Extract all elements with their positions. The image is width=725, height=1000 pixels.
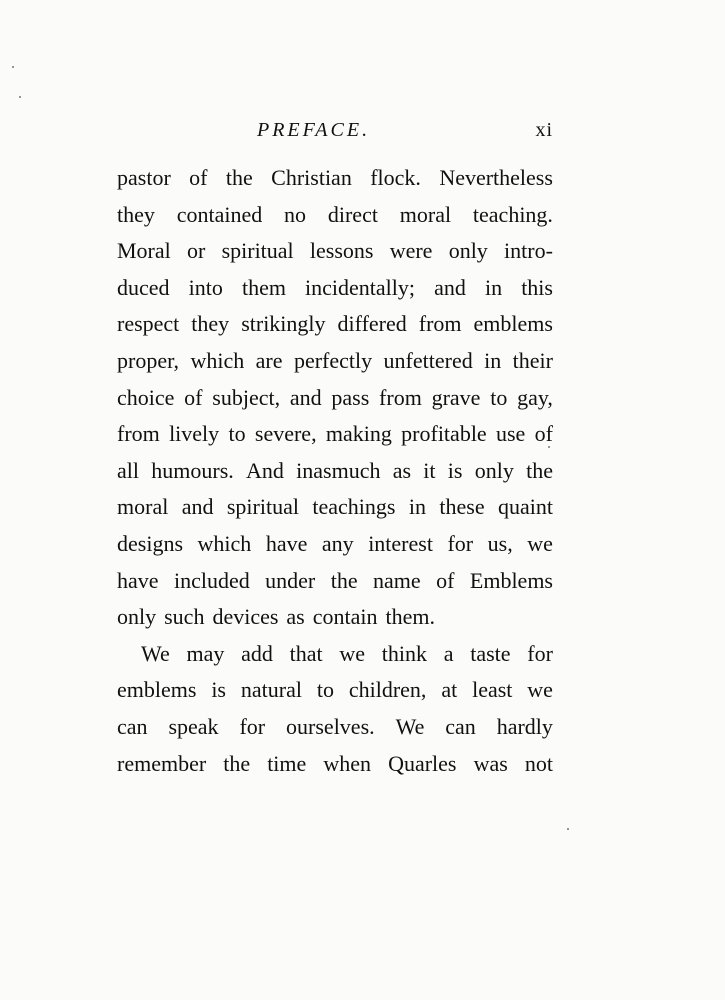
word: under (265, 567, 316, 593)
word: for (447, 530, 474, 556)
word: and (289, 384, 322, 410)
word: children, (348, 677, 427, 703)
word: any (321, 530, 354, 556)
word: hardly (496, 713, 553, 739)
page-number: xi (535, 119, 553, 141)
word: making (325, 421, 392, 447)
word: time (267, 750, 307, 776)
word: only (474, 457, 514, 483)
word: and (434, 274, 466, 300)
text-line (117, 599, 553, 636)
word: and (181, 494, 214, 520)
word: teaching. (472, 201, 553, 227)
word: of (184, 384, 203, 410)
text-line (117, 343, 553, 380)
word: differed (337, 311, 407, 337)
word: of (189, 165, 208, 190)
word: they (117, 201, 155, 227)
word: to (316, 677, 334, 703)
word: can (117, 713, 148, 739)
text-line (117, 563, 553, 600)
word: incidentally; (305, 274, 416, 300)
paper-speck (548, 446, 550, 448)
word: teachings (312, 494, 396, 520)
text-line (117, 197, 553, 234)
word: choice (117, 384, 175, 410)
word: use (496, 421, 526, 447)
text-line (117, 233, 553, 270)
word: the (526, 457, 553, 483)
running-title: PREFACE. (257, 119, 371, 141)
word: may (186, 640, 225, 666)
word: gay, (517, 384, 553, 410)
word: add (241, 640, 273, 666)
word: respect (117, 311, 180, 337)
word: severe, (254, 421, 317, 447)
word: they (191, 311, 230, 337)
word: spiritual (221, 238, 294, 264)
word: natural (240, 677, 302, 703)
word: from (117, 421, 160, 447)
word: moral (117, 494, 169, 520)
word: at (441, 677, 458, 703)
word: we (527, 677, 553, 703)
word: moral (399, 201, 452, 227)
word: think (381, 640, 427, 666)
word: which (197, 530, 252, 556)
word: We (141, 640, 170, 666)
word: included (173, 567, 250, 593)
text-line (117, 489, 553, 526)
word: are (255, 347, 283, 373)
word: duced (117, 274, 170, 300)
word: speak (168, 713, 219, 739)
word: them (241, 274, 286, 300)
word: proper, (117, 347, 180, 373)
word: devices (212, 604, 279, 630)
word: humours. (151, 457, 234, 483)
word: in (484, 274, 503, 300)
word: Quarles (388, 750, 457, 776)
word: only (117, 604, 157, 630)
word: flock. (370, 165, 421, 190)
word: only (448, 238, 488, 264)
word: for (527, 640, 553, 666)
word: from (379, 384, 422, 410)
word: Christian (271, 165, 352, 190)
paper-speck (12, 66, 14, 68)
word: their (512, 347, 553, 373)
word: spiritual (226, 494, 299, 520)
word: that (289, 640, 323, 666)
text-line (117, 526, 553, 563)
word: the (223, 750, 251, 776)
word: or (187, 238, 206, 264)
word: from (418, 311, 462, 337)
word: all (117, 457, 139, 483)
word: as (392, 457, 412, 483)
text-line (117, 453, 553, 490)
text-line (117, 672, 553, 709)
word: have (265, 530, 308, 556)
word: unfettered (383, 347, 473, 373)
word: direct (327, 201, 378, 227)
word: them. (385, 604, 436, 630)
word: when (323, 750, 372, 776)
text-line (117, 709, 553, 746)
word: quaint (497, 494, 553, 520)
word: into (188, 274, 223, 300)
word: is (211, 677, 226, 703)
word: no (284, 201, 307, 227)
text-line (117, 270, 553, 307)
word: in (484, 347, 502, 373)
word: subject, (212, 384, 281, 410)
text-line (117, 636, 553, 673)
word: profitable (401, 421, 487, 447)
word: us, (487, 530, 513, 556)
word: the (225, 165, 253, 190)
word: emblems (117, 677, 197, 703)
text-line (117, 746, 553, 783)
word: designs (117, 530, 183, 556)
word: lively (169, 421, 220, 447)
word: can (445, 713, 476, 739)
word: Nevertheless (439, 165, 553, 190)
word: contained (176, 201, 263, 227)
word: grave (431, 384, 481, 410)
word: inasmuch (296, 457, 381, 483)
word: as (286, 604, 305, 630)
word: taste (470, 640, 511, 666)
word: Moral (117, 238, 171, 264)
word: emblems (473, 311, 553, 337)
word: is (447, 457, 463, 483)
word: of (534, 421, 553, 447)
word: such (164, 604, 205, 630)
paper-speck (19, 96, 21, 98)
word: name (373, 567, 421, 593)
body-text (117, 160, 553, 782)
word: Emblems (469, 567, 553, 593)
word: we (339, 640, 366, 666)
word: it (423, 457, 436, 483)
word: pastor (117, 165, 171, 190)
word: ourselves. (286, 713, 375, 739)
text-line (117, 380, 553, 417)
word: of (436, 567, 455, 593)
word: strikingly (241, 311, 326, 337)
word: intro- (504, 238, 553, 264)
word: was (473, 750, 508, 776)
word: a (443, 640, 454, 666)
word: these (439, 494, 485, 520)
word: we (527, 530, 553, 556)
text-line (117, 416, 553, 453)
word: to (490, 384, 508, 410)
word: which (190, 347, 245, 373)
running-head (117, 116, 553, 144)
word: not (524, 750, 553, 776)
word: least (472, 677, 513, 703)
text-line (117, 306, 553, 343)
word: to (228, 421, 246, 447)
word: We (395, 713, 425, 739)
word: interest (368, 530, 433, 556)
word: lessons (309, 238, 374, 264)
word: for (239, 713, 266, 739)
word: pass (331, 384, 370, 410)
word: remember (117, 750, 207, 776)
word: have (117, 567, 159, 593)
word: the (330, 567, 358, 593)
word: And (246, 457, 284, 483)
word: this (521, 274, 553, 300)
word: perfectly (293, 347, 373, 373)
paper-speck (567, 828, 569, 830)
word: in (408, 494, 426, 520)
word: were (389, 238, 433, 264)
word: contain (312, 604, 378, 630)
text-line (117, 160, 553, 197)
